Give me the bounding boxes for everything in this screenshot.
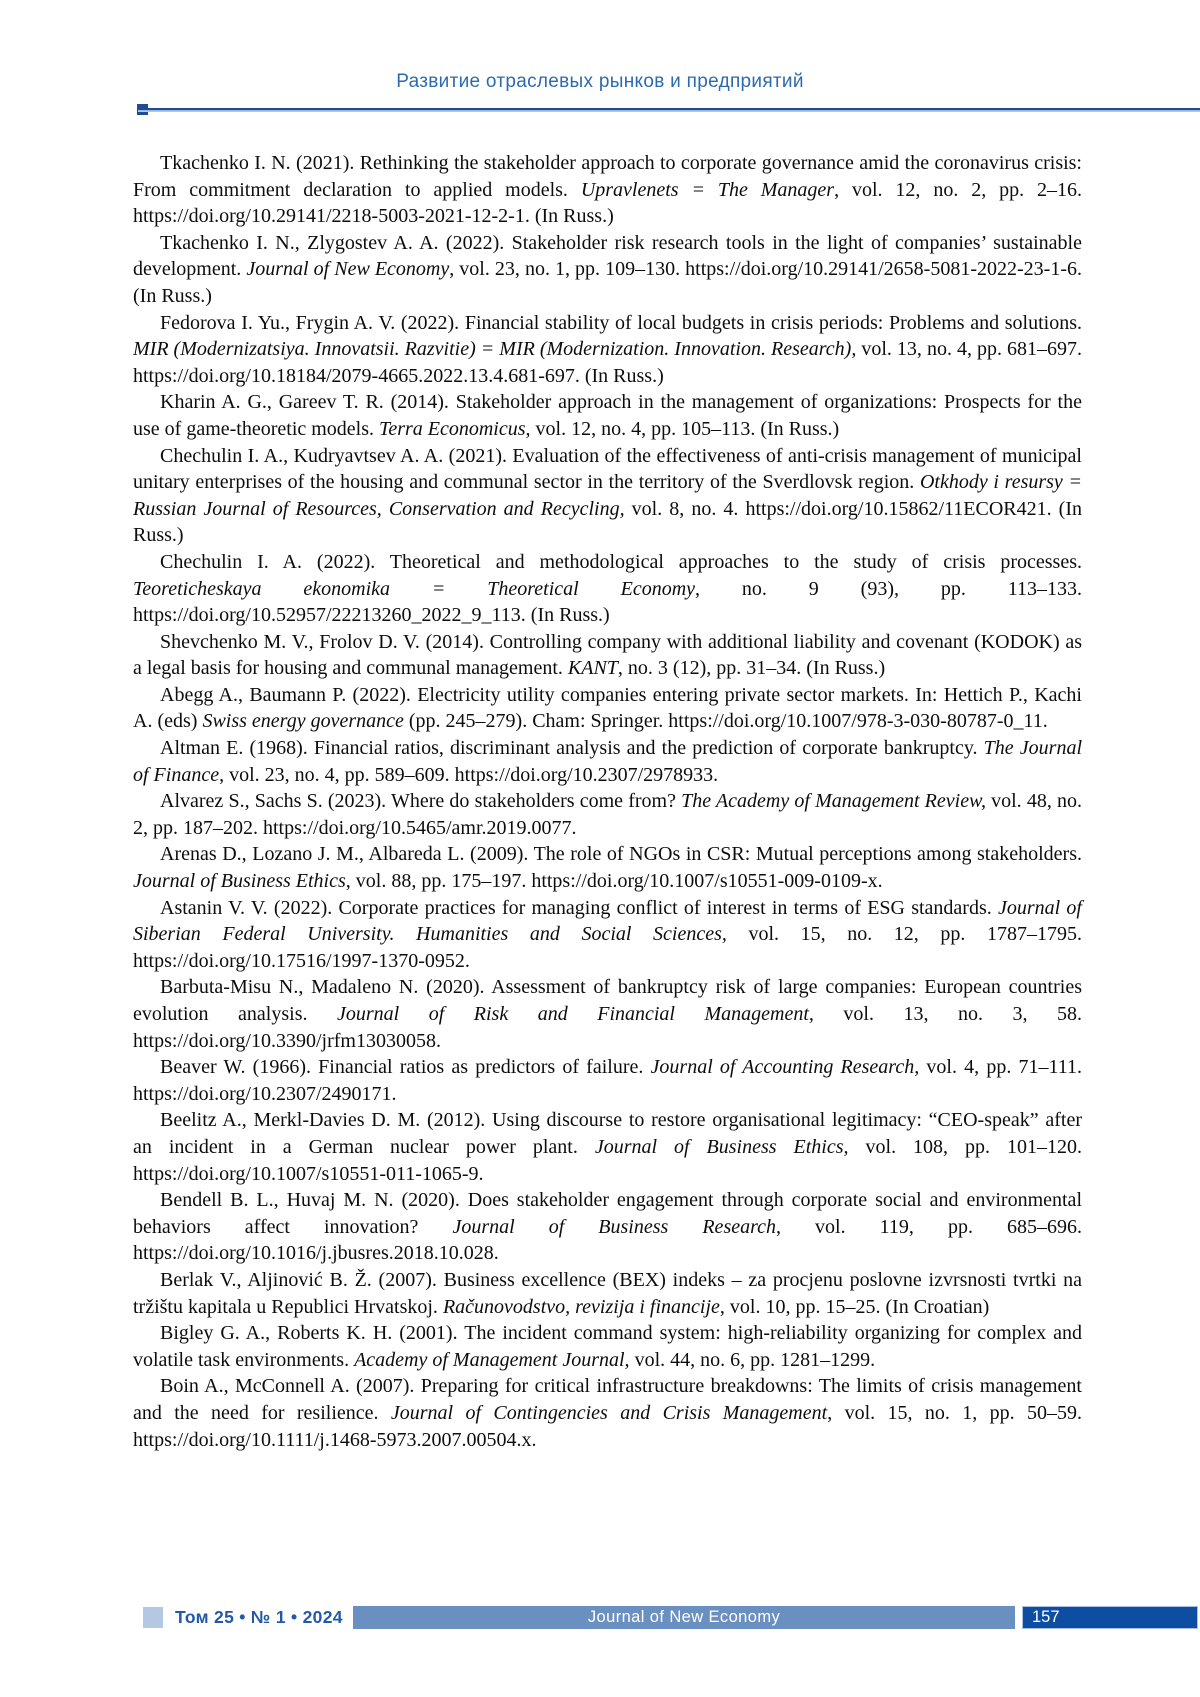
reference-text: Beelitz A., Merkl-Davies D. M. (2012). Using discourse to restore organisational legitimacy: “CEO-speak” after an incident in a German nuclear power plant. [133,1109,1082,1158]
reference-entry [133,735,1082,788]
reference-text: vol. 13, no. 3, 58. https://doi.org/10.3390/jrfm13030058. [133,1003,1083,1052]
reference-text: Barbuta-Misu N., Madaleno N. (2020). Assessment of bankruptcy risk of large companies: European countries evolution analysis. [133,976,1082,1025]
reference-text: Boin A., McConnell A. (2007). Preparing for critical infrastructure breakdowns: The limits of crisis management and the need for resilience. [133,1375,1082,1424]
reference-entry [133,1187,1082,1267]
reference-text: vol. 108, pp. 101–120. https://doi.org/10.1007/s10551-011-1065-9. [133,1135,1083,1185]
reference-text: , vol. 119, pp. 685–696. https://doi.org/10.1016/j.jbusres.2018.10.028. [133,1215,1082,1265]
reference-journal-title: Journal of Risk and Financial Management, [337,1003,814,1025]
reference-text: Chechulin I. A., Kudryavtsev A. A. (2021). Evaluation of the effectiveness of anti-crisis management of municipal unitary enterprises of the housing and communal sector in the territory of the Sverdlovsk region. [133,444,1082,494]
reference-journal-title: Upravlenets = The Manager [580,178,835,201]
reference-text: Kharin A. G., Gareev T. R. (2014). Stakeholder approach in the management of organizations: Prospects for the use of game-theoretic models. [133,391,1082,440]
reference-entry [133,1373,1082,1453]
reference-entry [133,629,1082,682]
reference-text: vol. 13, no. 4, pp. 681–697. https://doi.org/10.18184/2079-4665.2022.13.4.681-697. (In Russ.) [133,338,1083,387]
reference-journal-title: Swiss energy governance [202,710,404,733]
reference-entry [133,1320,1082,1373]
reference-entry [133,1267,1082,1320]
reference-entry [133,1107,1082,1187]
reference-entry [133,549,1082,629]
reference-text: , vol. 12, no. 4, pp. 105–113. (In Russ.) [525,417,840,440]
reference-text: , vol. 23, no. 4, pp. 589–609. https://doi.org/10.2307/2978933. [219,763,719,786]
reference-text: , vol. 12, no. 2, pp. 2–16. https://doi.org/10.29141/2218-5003-2021-12-2-1. (In Russ.) [133,178,1082,228]
reference-journal-title: MIR (Modernizatsiya. Innovatsii. Razvitie) = MIR (Modernization. Innovation. Research), [133,338,857,361]
reference-text: , no. 3 (12), pp. 31–34. (In Russ.) [617,657,886,680]
footer-page-number: 157 [1022,1606,1198,1629]
reference-text: Berlak V., Aljinović B. Ž. (2007). Business excellence (BEX) indeks – za procjenu poslovne izvrsnosti tvrtki na tržištu kapitala u Republici Hrvatskoj. [133,1268,1082,1318]
reference-journal-title: The Journal of Finance [133,737,1082,786]
reference-text: vol. 15, no. 12, pp. 1787–1795. https://doi.org/10.17516/1997-1370-0952. [133,923,1082,972]
reference-text: Tkachenko I. N., Zlygostev A. A. (2022). Stakeholder risk research tools in the light of companies’ sustainable development. [133,231,1082,281]
reference-entry [133,443,1082,549]
reference-text: , vol. 23, no. 1, pp. 109–130. https://doi.org/10.29141/2658-5081-2022-23-1-6. (In Russ.) [133,258,1082,307]
reference-entry [133,389,1082,442]
reference-journal-title: Journal of Siberian Federal University. Humanities and Social Sciences, [133,896,1082,946]
reference-entry [133,150,1082,230]
reference-text: Tkachenko I. N. (2021). Rethinking the stakeholder approach to corporate governance amid the coronavirus crisis: From commitment declaration to applied models. [133,152,1082,201]
reference-journal-title: KANT [567,657,618,680]
reference-journal-title: Journal of Business Ethics, [594,1135,849,1158]
reference-text: Abegg A., Baumann P. (2022). Electricity utility companies entering private sector markets. In: Hettich P., Kachi A. (eds) [133,683,1082,733]
reference-journal-title: Journal of New Economy [246,258,450,281]
reference-text: Fedorova I. Yu., Frygin A. V. (2022). Financial stability of local budgets in crisis periods: Problems and solutions. [160,311,1082,334]
reference-text: , no. 9 (93), pp. 113–133. https://doi.org/10.52957/22213260_2022_9_113. (In Russ.) [133,577,1082,627]
reference-entry [133,1054,1082,1107]
reference-entry [133,788,1082,841]
reference-text: Arenas D., Lozano J. M., Albareda L. (2009). The role of NGOs in CSR: Mutual perceptions among stakeholders. [160,843,1082,866]
reference-text: vol. 44, no. 6, pp. 1281–1299. [629,1348,876,1371]
reference-journal-title: Academy of Management Journal, [354,1348,630,1371]
reference-entry [133,895,1082,975]
reference-text: vol. 4, pp. 71–111. https://doi.org/10.2307/2490171. [133,1056,1083,1105]
reference-text: Chechulin I. A. (2022). Theoretical and methodological approaches to the study of crisis processes. [160,550,1082,573]
reference-text: , vol. 15, no. 1, pp. 50–59. https://doi.org/10.1111/j.1468-5973.2007.00504.x. [133,1401,1082,1451]
reference-text: Altman E. (1968). Financial ratios, discriminant analysis and the prediction of corporate bankruptcy. [160,737,984,760]
reference-entry [133,310,1082,390]
reference-journal-title: The Academy of Management Review, [681,790,986,813]
reference-text: , vol. 88, pp. 175–197. https://doi.org/10.1007/s10551-009-0109-x. [345,870,883,893]
reference-text: Beaver W. (1966). Financial ratios as predictors of failure. [160,1056,651,1079]
section-title: Развитие отраслевых рынков и предприятий [396,71,804,92]
reference-entry [133,974,1082,1054]
reference-text: Bigley G. A., Roberts K. H. (2001). The incident command system: high-reliability organizing for complex and volatile task environments. [133,1322,1082,1371]
reference-entry [133,682,1082,735]
references-list [133,150,1082,1453]
reference-journal-title: Terra Economicus [379,417,526,440]
reference-journal-title: Journal of Contingencies and Crisis Management [390,1401,828,1424]
header-rule [138,108,1200,112]
reference-entry [133,230,1082,310]
reference-text: vol. 48, no. 2, pp. 187–202. https://doi.org/10.5465/amr.2019.0077. [133,790,1083,839]
reference-journal-title: Journal of Business Ethics [133,870,346,893]
reference-journal-title: Journal of Accounting Research, [650,1056,920,1079]
footer-accent-square [143,1607,163,1628]
reference-text: vol. 8, no. 4. https://doi.org/10.15862/11ECOR421. (In Russ.) [133,497,1082,547]
reference-text: (pp. 245–279). Cham: Springer. https://doi.org/10.1007/978-3-030-80787-0_11. [403,710,1048,733]
reference-text: , vol. 10, pp. 15–25. (In Croatian) [719,1295,990,1318]
footer-volume-issue: Том 25 • № 1 • 2024 [175,1607,343,1627]
reference-text: Shevchenko M. V., Frolov D. V. (2014). Controlling company with additional liability and covenant (KODOK) as a legal basis for housing and communal management. [133,630,1082,680]
reference-text: Bendell B. L., Huvaj M. N. (2020). Does stakeholder engagement through corporate social and environmental behaviors affect innovation? [133,1189,1082,1238]
reference-journal-title: Journal of Business Research [452,1215,777,1238]
footer-journal-name: Journal of New Economy [353,1606,1015,1629]
reference-journal-title: Računovodstvo, revizija i financije [442,1295,720,1318]
reference-journal-title: Teoreticheskaya ekonomika = Theoretical Economy [133,577,696,600]
reference-entry [133,841,1082,894]
reference-text: Alvarez S., Sachs S. (2023). Where do stakeholders come from? [160,790,682,813]
reference-journal-title: Otkhody i resursy = Russian Journal of Resources, Conservation and Recycling, [133,471,1082,520]
reference-text: Astanin V. V. (2022). Corporate practices for managing conflict of interest in terms of ESG standards. [160,896,998,919]
